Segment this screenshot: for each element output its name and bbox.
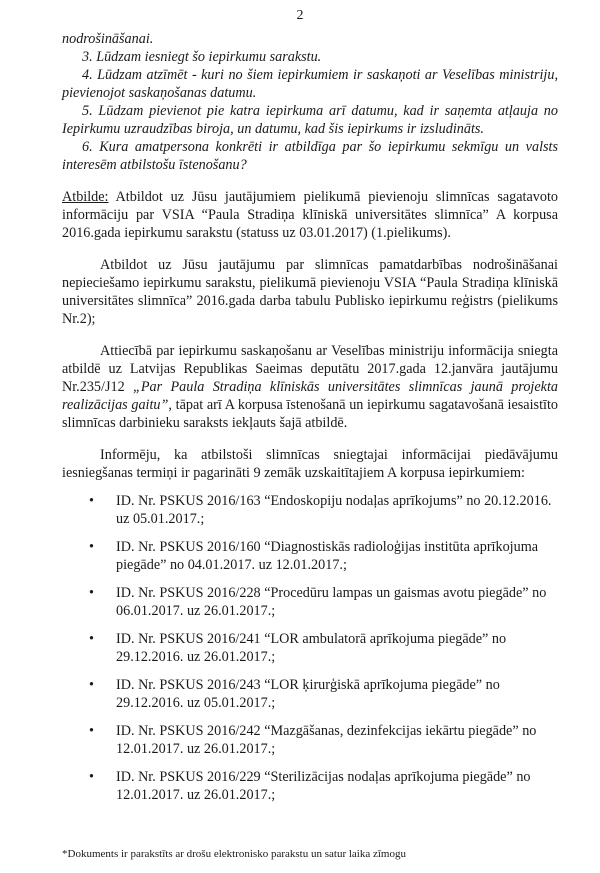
procurement-list — [62, 492, 558, 804]
answer-text-3b: , tāpat arī A korpusa īstenošanā un iepirkumu sagatavošanā iesaistīto slimnīcas darbinieku saraksts iekļauts šajā atbildē. — [62, 397, 558, 431]
question-5: 5. Lūdzam pievienot pie katra iepirkuma arī datumu, kad ir saņemta atļauja no Iepirkumu uzraudzības biroja, un datumu, kad šis iepirkums ir izsludināts. — [62, 103, 558, 137]
inquiry-title: „Par Paula Stradiņa klīniskās universitātes slimnīcas jaunā projekta realizācijas gaitu” — [62, 379, 558, 413]
bullet-icon: • — [89, 631, 94, 647]
bullet-icon: • — [89, 769, 94, 785]
procurement-text: ID. Nr. PSKUS 2016/163 “Endoskopiju nodaļas aprīkojums” no 20.12.2016. uz 05.01.2017.; — [116, 493, 552, 527]
bullet-icon: • — [89, 585, 94, 601]
list-item — [62, 676, 558, 712]
list-item — [62, 768, 558, 804]
signature-footnote: *Dokuments ir parakstīts ar drošu elektronisko parakstu un satur laika zīmogu — [62, 848, 406, 860]
procurement-text: ID. Nr. PSKUS 2016/243 “LOR ķirurģiskā aprīkojuma piegāde” no 29.12.2016. uz 05.01.2017.; — [116, 677, 500, 711]
question-6: 6. Kura amatpersona konkrēti ir atbildīga par šo iepirkumu sekmīgu un valsts interesēm atbilstošu īstenošanu? — [62, 139, 558, 173]
answer-paragraph-1 — [62, 188, 558, 242]
procurement-text: ID. Nr. PSKUS 2016/228 “Procedūru lampas un gaismas avotu piegāde” no 06.01.2017. uz 26.01.2017.; — [116, 585, 547, 619]
list-item — [62, 538, 558, 574]
list-item — [62, 630, 558, 666]
answer-paragraph-3 — [62, 342, 558, 432]
question-4: 4. Lūdzam atzīmēt - kuri no šiem iepirkumiem ir saskaņoti ar Veselības ministriju, pievienojot saskaņošanas datumu. — [62, 67, 558, 101]
bullet-icon: • — [89, 493, 94, 509]
answer-text-3a: Attiecībā par iepirkumu saskaņošanu ar Veselības ministriju informācija sniegta atbildē uz Latvijas Republikas Saeimas deputātu 2017.gada 12.janvāra jautājumu Nr.235/J12 — [62, 343, 558, 395]
question-continuation: nodrošināšanai. — [62, 31, 154, 47]
document-body — [62, 30, 558, 804]
answer-text-1: Atbildot uz Jūsu jautājumiem pielikumā pievienoju slimnīcas sagatavoto informāciju par VSIA “Paula Stradiņa klīniskā universitātes slimnīca” A korpusa 2016.gada iepirkumu sarakstu (statuss uz 03.01.2017) (1.pielikums). — [62, 189, 558, 241]
bullet-icon: • — [89, 539, 94, 555]
question-3: 3. Lūdzam iesniegt šo iepirkumu sarakstu. — [82, 49, 322, 65]
list-item — [62, 584, 558, 620]
answer-paragraph-4: Informēju, ka atbilstoši slimnīcas sniegtajai informācijai piedāvājumu iesniegšanas termiņi ir pagarināti 9 zemāk uzskaitītajiem A korpusa iepirkumiem: — [62, 447, 558, 481]
bullet-icon: • — [89, 677, 94, 693]
procurement-text: ID. Nr. PSKUS 2016/242 “Mazgāšanas, dezinfekcijas iekārtu piegāde” no 12.01.2017. uz 26.01.2017.; — [116, 723, 537, 757]
procurement-text: ID. Nr. PSKUS 2016/241 “LOR ambulatorā aprīkojuma piegāde” no 29.12.2016. uz 26.01.2017.; — [116, 631, 507, 665]
page-number: 2 — [296, 8, 304, 23]
procurement-text: ID. Nr. PSKUS 2016/160 “Diagnostiskās radioloģijas institūta aprīkojuma piegāde” no 04.01.2017. uz 12.01.2017.; — [116, 539, 539, 573]
procurement-text: ID. Nr. PSKUS 2016/229 “Sterilizācijas nodaļas aprīkojuma piegāde” no 12.01.2017. uz 26.01.2017.; — [116, 769, 531, 803]
list-item — [62, 492, 558, 528]
answer-paragraph-2: Atbildot uz Jūsu jautājumu par slimnīcas pamatdarbības nodrošināšanai nepieciešamo iepirkumu sarakstu, pielikumā pievienoju VSIA “Paula Stradiņa klīniskā universitātes slimnīca” 2016.gada darba tabulu Publisko iepirkumu reģistrs (pielikums Nr.2); — [62, 257, 558, 327]
answer-label: Atbilde: — [62, 189, 109, 205]
bullet-icon: • — [89, 723, 94, 739]
list-item — [62, 722, 558, 758]
